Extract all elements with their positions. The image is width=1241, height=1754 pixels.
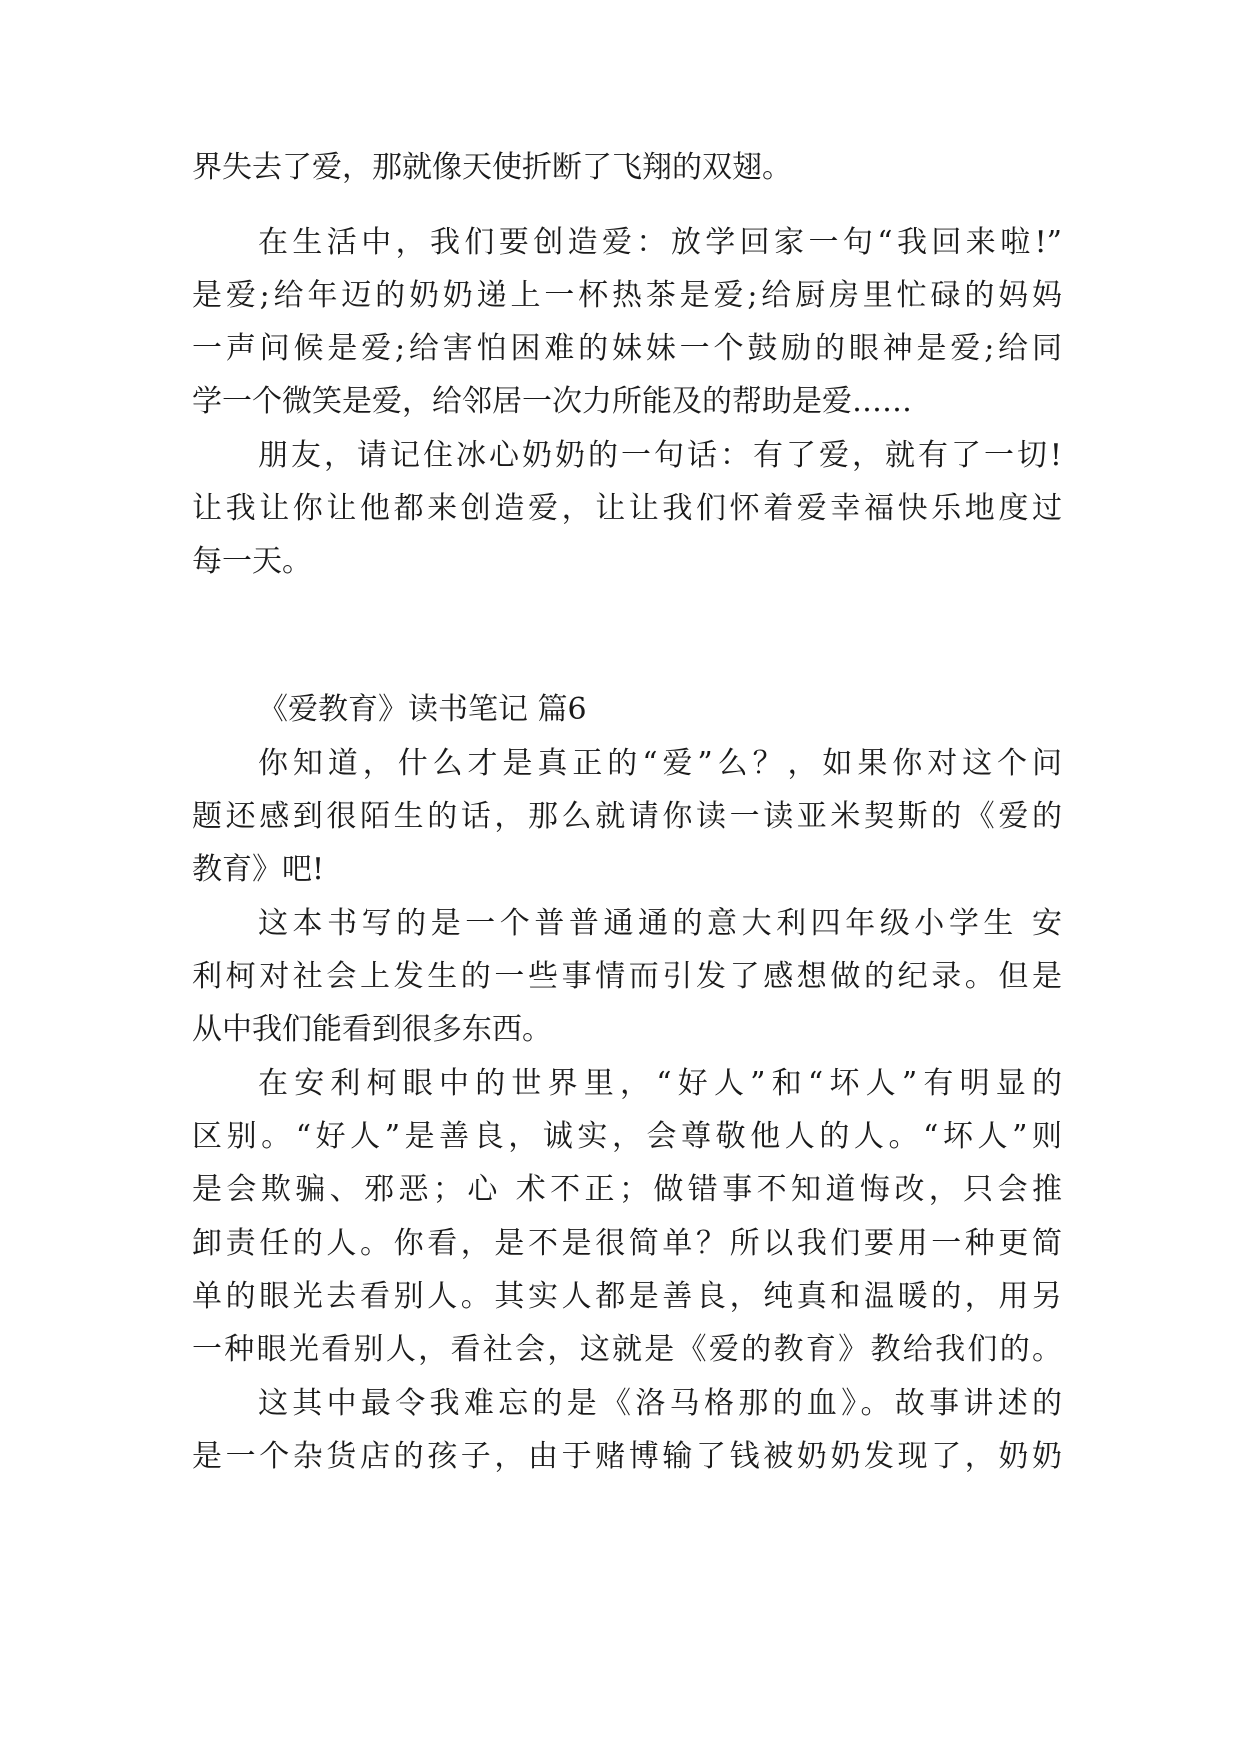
paragraph-line: 教育》吧! xyxy=(192,852,325,887)
paragraph-line: 朋友，请记住冰心奶奶的一句话：有了爱，就有了一切! xyxy=(258,438,1062,473)
paragraph-line: 学一个微笑是爱，给邻居一次力所能及的帮助是爱…… xyxy=(192,384,912,419)
paragraph-line: 每一天。 xyxy=(192,544,312,579)
paragraph-line: 是爱;给年迈的奶奶递上一杯热茶是爱;给厨房里忙碌的妈妈 xyxy=(192,278,1062,313)
section-title: 《爱教育》读书笔记 篇6 xyxy=(258,692,587,727)
paragraph-line: 是一个杂货店的孩子，由于赌博输了钱被奶奶发现了，奶奶 xyxy=(192,1439,1062,1474)
paragraph-line: 界失去了爱，那就像天使折断了飞翔的双翅。 xyxy=(192,150,792,185)
paragraph-line: 利柯对社会上发生的一些事情而引发了感想做的纪录。但是 xyxy=(192,959,1062,994)
paragraph-line: 题还感到很陌生的话，那么就请你读一读亚米契斯的《爱的 xyxy=(192,799,1062,834)
paragraph-line: 在安利柯眼中的世界里，“好人”和“坏人”有明显的 xyxy=(258,1066,1062,1101)
paragraph-line: 是会欺骗、邪恶；心 术不正；做错事不知道悔改，只会推 xyxy=(192,1172,1062,1207)
paragraph-line: 这其中最令我难忘的是《洛马格那的血》。故事讲述的 xyxy=(258,1386,1062,1421)
paragraph-line: 在生活中，我们要创造爱：放学回家一句“我回来啦!” xyxy=(258,225,1062,260)
paragraph-line: 区别。“好人”是善良，诚实，会尊敬他人的人。“坏人”则 xyxy=(192,1119,1062,1154)
paragraph-line: 一种眼光看别人，看社会，这就是《爱的教育》教给我们的。 xyxy=(192,1332,1062,1367)
paragraph-line: 这本书写的是一个普普通通的意大利四年级小学生 安 xyxy=(258,906,1062,941)
paragraph-line: 让我让你让他都来创造爱，让让我们怀着爱幸福快乐地度过 xyxy=(192,491,1062,526)
paragraph-line: 卸责任的人。你看，是不是很简单？所以我们要用一种更简 xyxy=(192,1226,1062,1261)
paragraph-line: 单的眼光去看别人。其实人都是善良，纯真和温暖的，用另 xyxy=(192,1279,1062,1314)
paragraph-line: 你知道，什么才是真正的“爱”么？，如果你对这个问 xyxy=(258,746,1062,781)
paragraph-line: 一声问候是爱;给害怕困难的妹妹一个鼓励的眼神是爱;给同 xyxy=(192,331,1062,366)
paragraph-line: 从中我们能看到很多东西。 xyxy=(192,1012,552,1047)
